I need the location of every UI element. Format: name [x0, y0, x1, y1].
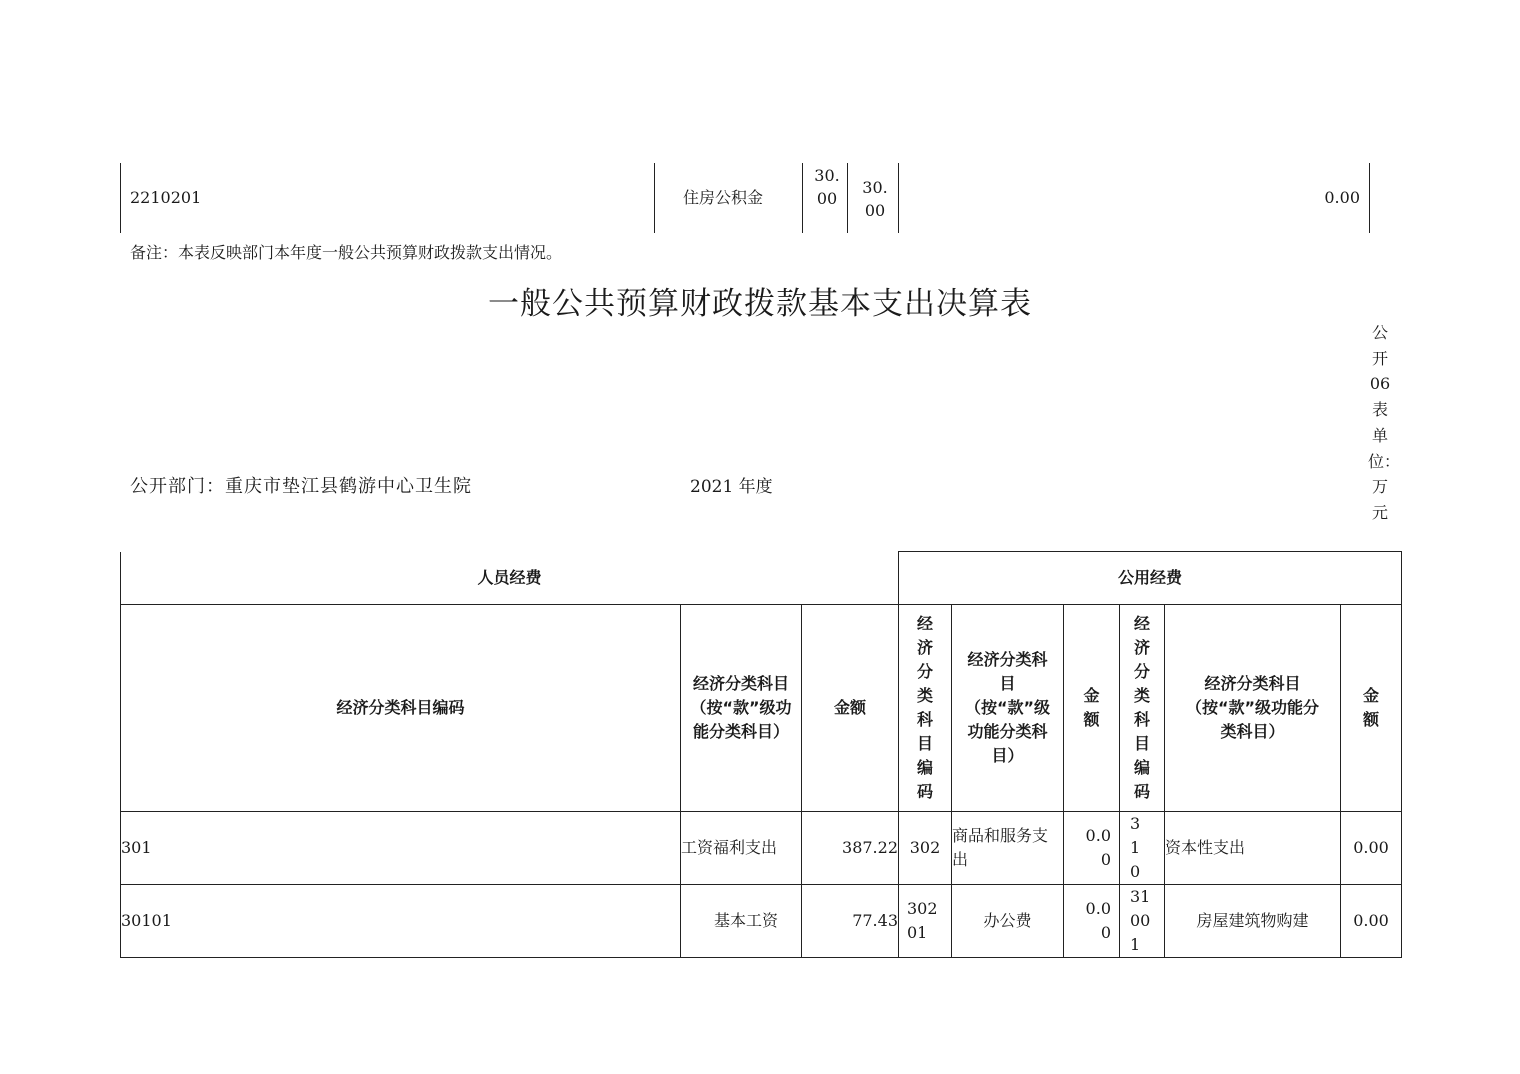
- table-row: [121, 885, 1402, 958]
- table-border: [120, 163, 121, 233]
- page-title: 一般公共预算财政拨款基本支出决算表: [488, 286, 1032, 322]
- row2-public1-amount: 0.00: [1064, 885, 1120, 958]
- group-header-public: 公用经费: [899, 552, 1402, 605]
- header-personnel-amount: 金额: [802, 605, 899, 812]
- table-border: [1369, 163, 1370, 233]
- header-public2-name: 经济分类科目（按“款”级功能分类科目）: [1165, 605, 1341, 812]
- row2-personnel-amount: 77.43: [802, 885, 899, 958]
- fiscal-year: 2021 年度: [690, 477, 773, 497]
- row2-public2-code: 31001: [1120, 885, 1165, 958]
- table-border: [898, 163, 899, 233]
- row1-public2-code: 310: [1120, 812, 1165, 885]
- row2-personnel-code: 30101: [121, 885, 681, 958]
- header-public1-amount: 金额: [1064, 605, 1120, 812]
- header-public2-code: 经济分类科目编码: [1120, 605, 1165, 812]
- group-header-personnel: 人员经费: [121, 552, 899, 605]
- prev-row-total: 30.00: [814, 166, 840, 208]
- department-label: 公开部门：重庆市垫江县鹤游中心卫生院: [130, 476, 472, 497]
- header-public2-amount: 金额: [1341, 605, 1402, 812]
- header-personnel-code: 经济分类科目编码: [121, 605, 681, 812]
- row1-public2-amount: 0.00: [1341, 812, 1402, 885]
- remark-note: 备注：本表反映部门本年度一般公共预算财政拨款支出情况。: [130, 243, 563, 262]
- unit-note: 公开06表单位：万元: [1368, 323, 1401, 522]
- row1-public1-amount: 0.00: [1064, 812, 1120, 885]
- row2-personnel-name: 基本工资: [681, 885, 802, 958]
- prev-row-name: 住房公积金: [683, 188, 764, 207]
- row2-public1-name: 办公费: [952, 885, 1064, 958]
- row1-personnel-amount: 387.22: [802, 812, 899, 885]
- row2-public2-amount: 0.00: [1341, 885, 1402, 958]
- table-border: [654, 163, 655, 233]
- row1-public2-name: 资本性支出: [1165, 812, 1341, 885]
- header-public1-code: 经济分类科目编码: [899, 605, 952, 812]
- header-public1-name: 经济分类科目（按“款”级功能分类科目）: [952, 605, 1064, 812]
- prev-row-project: 0.00: [1324, 188, 1360, 207]
- row2-public1-code: 30201: [899, 885, 952, 958]
- prev-row-basic: 30.00: [862, 178, 888, 220]
- basic-expenditure-table: [120, 551, 1402, 958]
- row1-personnel-code: 301: [121, 812, 681, 885]
- header-personnel-name: 经济分类科目（按“款”级功能分类科目）: [681, 605, 802, 812]
- prev-row-code: 2210201: [130, 188, 202, 207]
- row1-personnel-name: 工资福利支出: [681, 812, 802, 885]
- table-border: [802, 163, 803, 233]
- row2-public2-name: 房屋建筑物购建: [1165, 885, 1341, 958]
- table-border: [847, 163, 848, 233]
- row1-public1-code: 302: [899, 812, 952, 885]
- row1-public1-name: 商品和服务支出: [952, 812, 1064, 885]
- table-row: [121, 812, 1402, 885]
